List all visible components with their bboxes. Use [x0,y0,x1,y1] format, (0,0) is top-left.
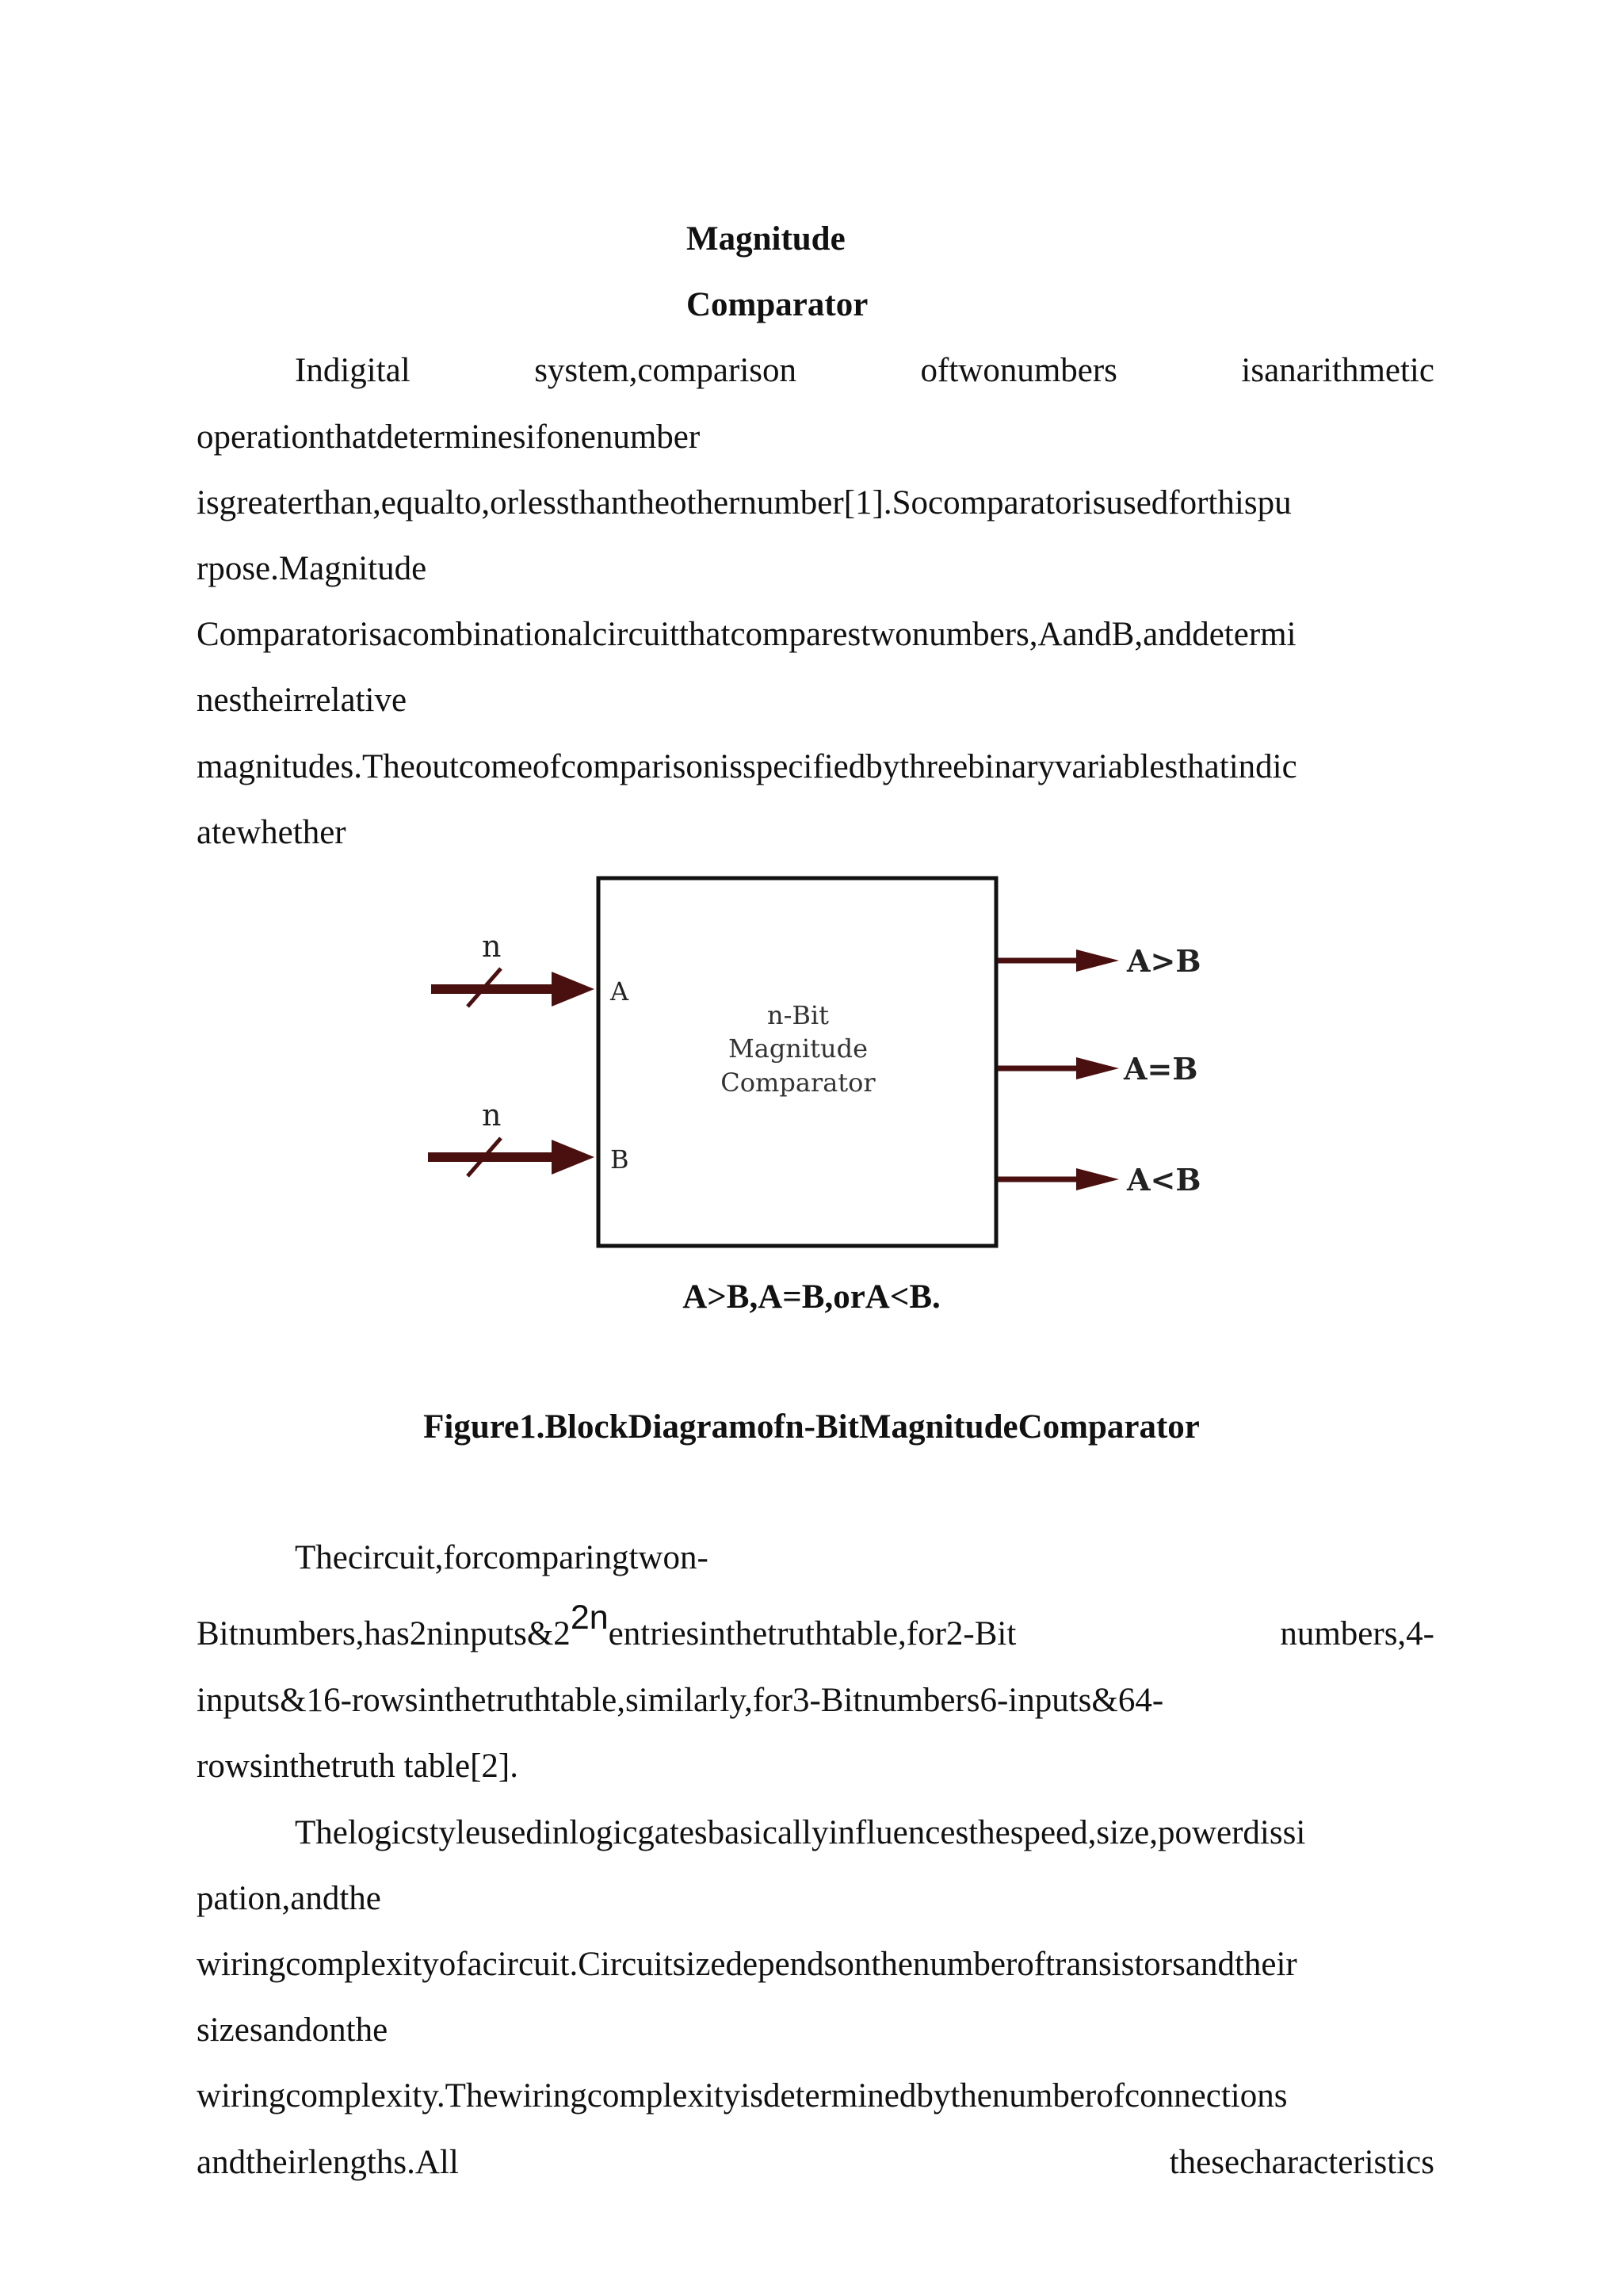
paragraph-2-line-3: inputs&16-rowsinthetruthtable,similarly,for3-Bitnumbers6-inputs&64- [197,1682,1164,1719]
input-b-arrowhead [552,1140,594,1175]
text-segment: Bitnumbers,has2ninputs&2 [197,1615,571,1652]
output-3-arrowhead [1076,1168,1119,1190]
text-segment: entriesinthetruthtable,for2-Bit [608,1615,1017,1652]
paragraph-2-line-1: Thecircuit,forcomparingtwon- [295,1539,708,1576]
line-segment: andtheirlengths.All [197,2144,459,2181]
line-segment: numbers,4- [1280,1615,1434,1652]
paragraph-3-line-3: wiringcomplexityofacircuit.Circuitsizedependsonthenumberoftransistorsandtheir [197,1946,1297,1983]
exponent: 2n [570,1599,609,1637]
paragraph-1-line-7: magnitudes.Theoutcomeofcomparisonisspecifiedbythreebinaryvariablesthatindic [197,748,1297,785]
paragraph-1-line-8: atewhether [197,814,346,851]
word: Indigital [295,352,411,389]
paragraph-3-line-4: sizesandonthe [197,2011,388,2049]
title-line-1: Magnitude [686,220,846,258]
output-1-arrowhead [1076,949,1119,972]
input-b-width-label: n [482,1098,502,1133]
block-label-line-2: Magnitude [727,1033,869,1064]
input-a-arrowhead [552,972,594,1007]
paragraph-1-line-2: operationthatdeterminesifonenumber [197,418,701,456]
block-label-line-1: n-Bit [766,1000,830,1030]
input-a-width-label: n [482,929,502,964]
word: isanarithmetic [1241,352,1434,389]
port-a-label: A [610,976,629,1007]
paragraph-1-line-4: rpose.Magnitude [197,550,427,587]
line-segment: thesecharacteristics [1169,2144,1434,2181]
line-segment [197,1599,1017,1654]
paragraph-1-line-6: nestheirrelative [197,682,407,719]
paragraph-3-line-6 [197,2143,1434,2183]
paragraph-1-line-1 [295,351,1434,391]
paragraph-2-line-4: rowsinthetruth table[2]. [197,1748,519,1785]
output-3-label: A<B [1127,1162,1201,1198]
word: oftwonumbers [920,352,1117,389]
block-label-line-3: Comparator [720,1068,876,1098]
word: system,comparison [534,352,797,389]
figure-result-line: A>B,A=B,orA<B. [682,1278,941,1316]
comparator-block-diagram [412,864,1228,1252]
paragraph-3-line-1: Thelogicstyleusedinlogicgatesbasicallyinfluencesthespeed,size,powerdissi [295,1814,1306,1851]
paragraph-3-line-2: pation,andthe [197,1880,381,1917]
title-line-2: Comparator [686,286,869,323]
port-b-label: B [610,1144,629,1175]
figure-caption: Figure1.BlockDiagramofn-BitMagnitudeComparator [423,1408,1200,1446]
paragraph-1-line-3: isgreaterthan,equalto,orlessthantheothernumber[1].Socomparatorisusedforthispu [197,484,1292,521]
paragraph-1-line-5: Comparatorisacombinationalcircuitthatcomparestwonumbers,AandB,anddetermi [197,616,1296,653]
paragraph-2-line-2 [197,1599,1434,1654]
output-2-label: A=B [1124,1051,1198,1087]
paragraph-3-line-5: wiringcomplexity.Thewiringcomplexityisdeterminedbythenumberofconnections [197,2077,1288,2115]
output-2-arrowhead [1076,1057,1119,1079]
output-1-label: A>B [1127,943,1201,979]
